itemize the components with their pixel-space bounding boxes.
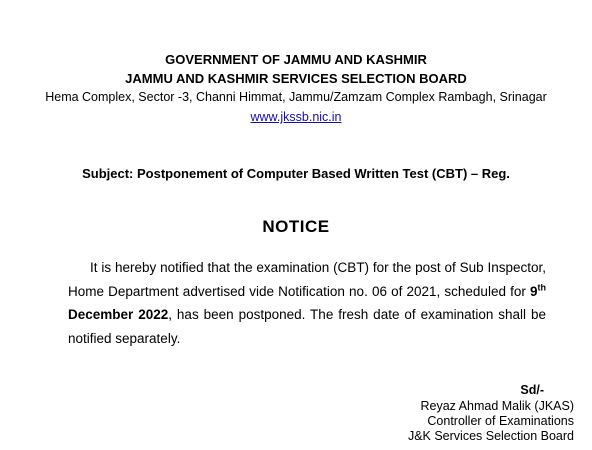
date-day: 9 (529, 283, 538, 299)
date-rest: December 2022 (68, 307, 169, 322)
signatory-designation: Controller of Examinations (427, 414, 574, 428)
signatory-name: Reyaz Ahmad Malik (JKAS) (420, 399, 574, 413)
website-link[interactable]: www.jkssb.nic.in (250, 110, 342, 124)
notice-title: NOTICE (262, 217, 330, 236)
notice-body (68, 256, 546, 350)
date-suffix: th (537, 282, 546, 292)
body-text-part2: , has been postponed. The fresh date of examination shall be notified separately. (68, 307, 546, 346)
signature-sd: Sd/- (520, 383, 544, 397)
signature-block (408, 383, 574, 444)
board-name: JAMMU AND KASHMIR SERVICES SELECTION BOARD (125, 71, 467, 86)
subject-line: Subject: Postponement of Computer Based Written Test (CBT) – Reg. (82, 166, 510, 181)
body-text-part1: It is hereby notified that the examination (CBT) for the post of Sub Inspector, Home Department advertised vide Notification no. 06 of 2021, scheduled for (68, 260, 546, 299)
government-name: GOVERNMENT OF JAMMU AND KASHMIR (165, 52, 427, 67)
signatory-organization: J&K Services Selection Board (407, 429, 574, 443)
office-address: Hema Complex, Sector -3, Channi Himmat, Jammu/Zamzam Complex Rambagh, Srinagar (45, 90, 547, 104)
letterhead (0, 50, 592, 127)
